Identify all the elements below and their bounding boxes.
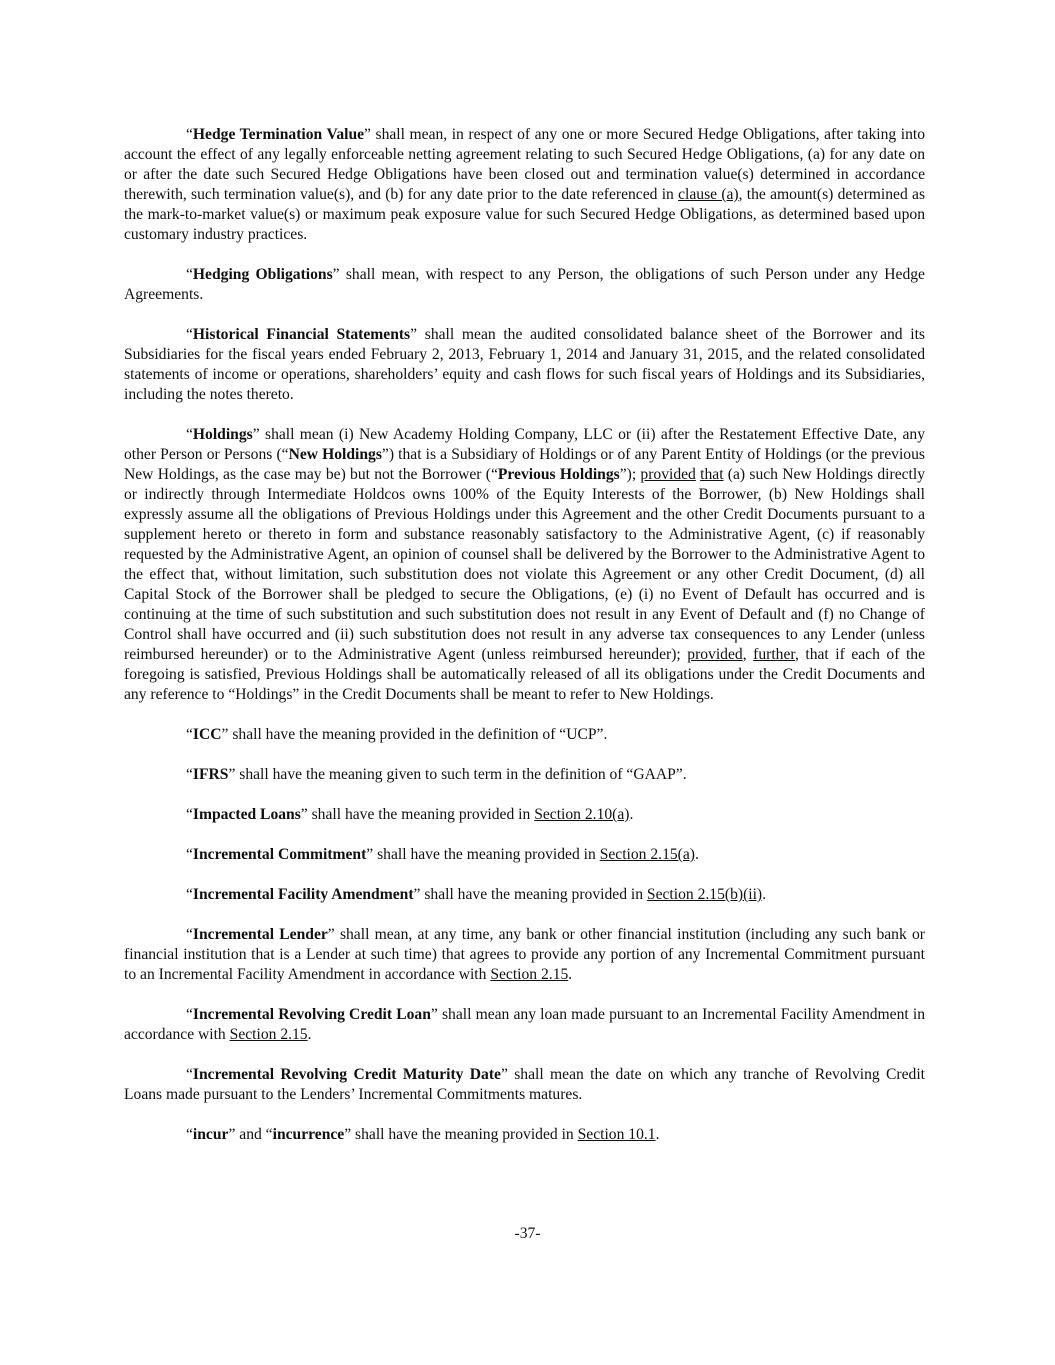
definition-paragraph [124,1065,925,1105]
defined-term: Incremental Revolving Credit Maturity Date [192,1066,501,1083]
cross-reference: Section 2.15 [490,966,569,983]
definition-text: . [568,966,573,983]
definition-paragraph [124,845,925,865]
definition-text: ” shall have the meaning given to such term in the definition of “GAAP”. [228,766,687,783]
defined-term: Incremental Lender [192,926,328,943]
defined-term: ICC [192,726,222,743]
definition-text: ” shall have the meaning provided in the definition of “UCP”. [221,726,608,743]
definition-paragraph [124,725,925,745]
definition-text: “ [186,266,193,283]
cross-reference: Section 10.1 [577,1126,656,1143]
definition-text: “ [186,426,193,443]
definition-text: ” shall mean, with respect to any Person, the obligations of such Person under any Hedge Agreements. [124,266,925,303]
definition-text: “ [186,806,193,823]
definition-paragraph [124,265,925,305]
definition-paragraph [124,765,925,785]
definition-text: . [694,846,699,863]
definition-text: ” shall mean the audited consolidated balance sheet of the Borrower and its Subsidiaries for the fiscal years ended February 2, 2013, February 1, 2014 and January 31, 2015, and the related consolidated statements of income or operations, shareholders’ equity and cash flows for such fiscal years of Holdings and its Subsidiaries, including the notes thereto. [124,326,926,403]
definition-paragraph [124,1005,925,1045]
definition-text: , that if each of the foregoing is satisfied, Previous Holdings shall be automatically released of all its obligations under the Credit Documents and any reference to “Holdings” in the Credit Documents shall be meant to refer to New Holdings. [124,646,926,703]
defined-term: Historical Financial Statements [192,326,411,343]
cross-reference: Section 2.15 [229,1026,308,1043]
defined-term: Hedging Obligations [192,266,333,283]
defined-term: Previous Holdings [497,466,620,483]
page-number: -37- [514,1225,541,1242]
definition-text: ” shall mean any loan made pursuant to an Incremental Facility Amendment in accordance with [124,1006,926,1043]
definition-text: . [655,1126,660,1143]
definition-paragraph [124,925,925,985]
cross-reference: provided [687,646,743,663]
defined-term: New Holdings [288,446,382,463]
cross-reference: Section 2.10(a) [534,806,630,823]
cross-reference: Section 2.15(b)(ii) [646,886,763,903]
definition-paragraph [124,325,925,405]
document-page [124,125,925,1165]
definition-text: “ [186,726,193,743]
definition-text: . [762,886,767,903]
definition-text: . [629,806,634,823]
definition-text: ” shall mean, at any time, any bank or other financial institution (including any such bank or financial institution that is a Lender at such time) that agrees to provide any portion of any Incremental Commitment pursuant to an Incremental Facility Amendment in accordance with [124,926,925,983]
defined-term: incur [192,1126,229,1143]
cross-reference: further [753,646,795,663]
definition-text: . [307,1026,312,1043]
definition-text: ” shall mean the date on which any tranche of Revolving Credit Loans made pursuant to the Lenders’ Incremental Commitments matures. [124,1066,925,1103]
definition-text: (a) such New Holdings directly or indirectly through Intermediate Holdcos owns 100% of the Equity Interests of the Borrower, (b) New Holdings shall expressly assume all the obligations of Previous Holdings under this Agreement and the other Credit Documents pursuant to a supplement hereto or thereto in form and substance reasonably satisfactory to the Administrative Agent, (c) if reasonably requested by the Administrative Agent, an opinion of counsel shall be delivered by the Borrower to the Administrative Agent to the effect that, without limitation, such substitution does not violate this Agreement or any other Credit Document, (d) all Capital Stock of the Borrower shall be pledged to secure the Obligations, (e) (i) no Event of Default has occurred and is continuing at the time of such substitution and such substitution does not result in any Event of Default and (f) no Change of Control shall have occurred and (ii) such substitution does not result in any adverse tax consequences to any Lender (unless reimbursed hereunder) or to the Administrative Agent (unless reimbursed hereunder); [124,466,926,663]
definition-text: “ [186,766,193,783]
definition-text: ” shall mean, in respect of any one or more Secured Hedge Obligations, after taking into account the effect of any legally enforceable netting agreement relating to such Secured Hedge Obligations, (a) for any date on or after the date such Secured Hedge Obligations have been closed out and termination value(s) determined in accordance therewith, such termination value(s), and (b) for any date prior to the date referenced in [124,126,925,203]
definition-paragraph [124,805,925,825]
defined-term: Holdings [192,426,253,443]
cross-reference: Section 2.15(a) [599,846,695,863]
cross-reference: provided [640,466,696,483]
definition-paragraph [124,885,925,905]
defined-term: Hedge Termination Value [192,126,365,143]
definition-paragraph [124,1125,925,1145]
definition-text: ” shall have the meaning provided in [413,886,647,903]
definition-text: “ [186,126,193,143]
defined-term: incurrence [272,1126,345,1143]
definition-text: ” shall have the meaning provided in [300,806,535,823]
definition-text: ” shall mean (i) New Academy Holding Company, LLC or (ii) after the Restatement Effective Date, any other Person or Persons (“ [124,426,925,463]
definition-text: “ [186,326,193,343]
definition-text: “ [186,886,193,903]
defined-term: Incremental Commitment [192,846,367,863]
cross-reference: clause (a) [678,186,739,203]
definition-text: “ [186,926,193,943]
definition-text: , the amount(s) determined as the mark-to-market value(s) or maximum peak exposure value for such Secured Hedge Obligations, as determined based upon customary industry practices. [124,186,926,243]
defined-term: Impacted Loans [192,806,301,823]
definition-text: ” and “ [228,1126,273,1143]
cross-reference: that [700,466,724,483]
definition-text: ” shall have the meaning provided in [366,846,600,863]
defined-term: Incremental Revolving Credit Loan [192,1006,431,1023]
definition-text: “ [186,1066,193,1083]
definition-text: “ [186,1126,193,1143]
definition-paragraph [124,425,925,705]
definition-text: “ [186,1006,193,1023]
definition-text: “ [186,846,193,863]
defined-term: Incremental Facility Amendment [192,886,414,903]
definition-text: ” shall have the meaning provided in [344,1126,578,1143]
definition-text: , [742,646,754,663]
defined-term: IFRS [192,766,229,783]
definition-text: ”) that is a Subsidiary of Holdings or of any Parent Entity of Holdings (or the previous New Holdings, as the case may be) but not the Borrower (“ [124,446,925,483]
definition-text: ”); [619,466,641,483]
definition-paragraph [124,125,925,245]
